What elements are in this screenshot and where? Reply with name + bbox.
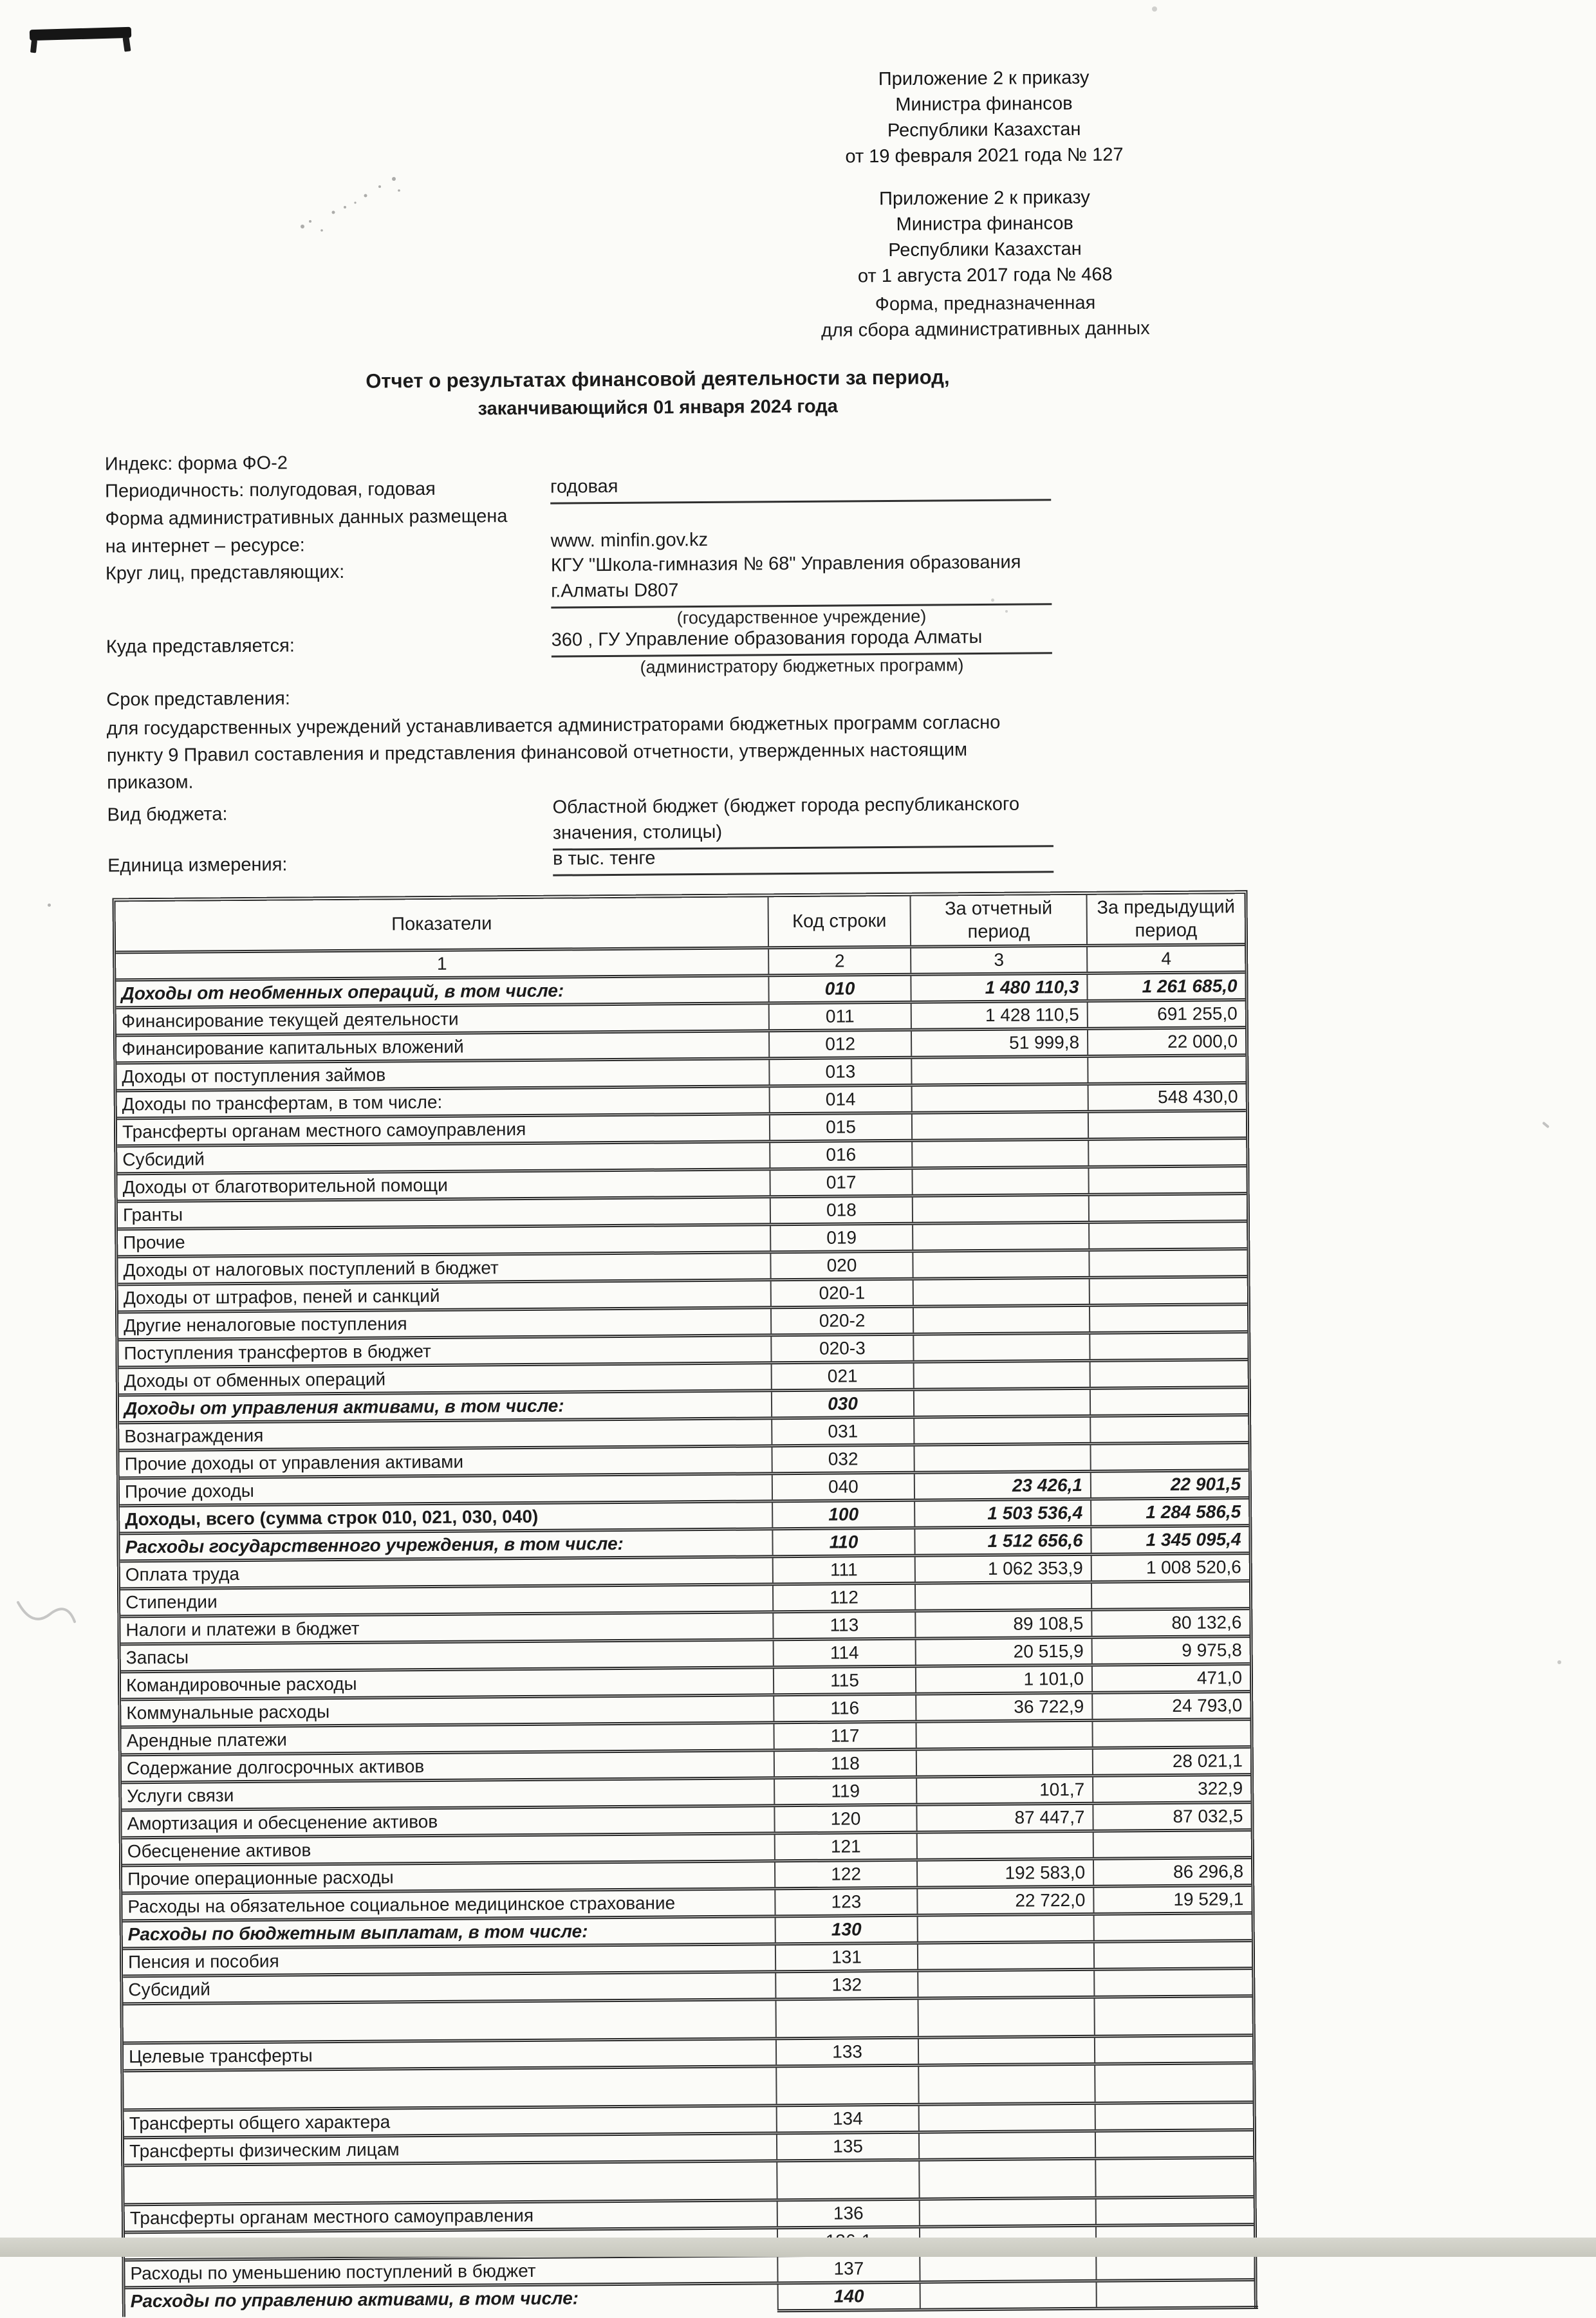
row-reporting-value: 101,7 (916, 1777, 1092, 1803)
row-indicator-label: Трансферты физическим лицам (129, 2139, 400, 2162)
row-line-code: 015 (769, 1115, 911, 1140)
row-indicator-label: Субсидий (122, 1149, 205, 1170)
row-line-code (776, 2162, 918, 2199)
row-indicator-label: Командировочные расходы (125, 1673, 357, 1696)
deadline-line: приказом. (107, 772, 194, 793)
row-indicator-label: Расходы по бюджетным выплатам, в том числе: (127, 1921, 588, 1945)
row-previous-value: 691 255,0 (1087, 1001, 1245, 1027)
row-reporting-value: 36 722,9 (915, 1694, 1091, 1720)
row-previous-value: 22 901,5 (1090, 1472, 1248, 1497)
row-previous-value: 80 132,6 (1091, 1610, 1249, 1636)
row-line-code: 110 (772, 1530, 914, 1555)
row-reporting-value (913, 1307, 1089, 1333)
row-previous-value (1090, 1416, 1248, 1442)
form-purpose-line: Форма, предназначенная (875, 292, 1096, 315)
row-line-code: 017 (769, 1170, 911, 1196)
row-previous-value (1087, 1057, 1245, 1082)
row-reporting-value (918, 2066, 1094, 2103)
row-line-code: 100 (772, 1502, 914, 1528)
row-line-code: 030 (771, 1391, 913, 1417)
row-indicator-label: Доходы, всего (сумма строк 010, 021, 030, 040) (125, 1506, 539, 1530)
row-reporting-value: 1 512 656,6 (914, 1528, 1090, 1554)
row-line-code: 132 (775, 1972, 917, 1998)
row-reporting-value (920, 2283, 1096, 2308)
row-indicator-label: Трансферты органам местного самоуправления (122, 1118, 526, 1142)
row-reporting-value (912, 1224, 1088, 1250)
row-indicator-label: Арендные платежи (126, 1729, 287, 1751)
periodicity-label: Периодичность: полугодовая, годовая (104, 478, 436, 502)
row-indicator-label: Услуги связи (127, 1785, 234, 1806)
appendix-line: от 1 августа 2017 года № 468 (857, 264, 1113, 287)
row-previous-value: 322,9 (1092, 1776, 1250, 1802)
row-line-code: 134 (776, 2106, 918, 2132)
appendix-line: Республики Казахстан (887, 118, 1081, 141)
row-indicator-label: Содержание долгосрочных активов (126, 1756, 425, 1779)
pencil-swirl-artifact (13, 1577, 84, 1641)
row-previous-value: 22 000,0 (1087, 1029, 1245, 1055)
row-indicator-label: Пенсия и пособия (127, 1951, 279, 1972)
row-previous-value (1094, 2037, 1252, 2063)
row-reporting-value (919, 2200, 1095, 2225)
row-indicator-label: Финансирование капитальных вложений (122, 1036, 464, 1059)
row-previous-value (1093, 1942, 1252, 1968)
header-indicators: Показатели (391, 913, 492, 935)
row-line-code: 020-3 (770, 1336, 913, 1362)
budget-type-value (552, 791, 1053, 850)
row-previous-value (1089, 1333, 1247, 1359)
row-indicator-label: Гранты (122, 1204, 183, 1225)
row-line-code: 114 (773, 1640, 915, 1666)
row-indicator-label: Оплата труда (125, 1564, 240, 1585)
row-previous-value: 1 284 586,5 (1090, 1499, 1248, 1525)
row-indicator-label: Прочие (123, 1232, 185, 1253)
row-reporting-value: 1 480 110,3 (910, 975, 1086, 1001)
row-previous-value: 86 296,8 (1093, 1859, 1251, 1885)
report-title: Отчет о результатах финансовой деятельности за период, (366, 366, 950, 393)
speck-artifact (48, 904, 51, 907)
row-indicator-label: Прочие доходы от управления активами (124, 1451, 464, 1474)
row-previous-value (1095, 2254, 1254, 2279)
row-line-code: 133 (775, 2039, 918, 2065)
row-previous-value (1089, 1278, 1247, 1304)
row-previous-value (1091, 1721, 1250, 1747)
row-line-code: 135 (776, 2134, 918, 2160)
row-indicator-label: Налоги и платежи в бюджет (125, 1618, 360, 1640)
budget-type-line1: Областной бюджет (бюджет города республиканского (552, 793, 1020, 818)
row-line-code: 111 (772, 1557, 914, 1583)
row-previous-value (1088, 1250, 1247, 1276)
providers-value (551, 549, 1052, 608)
row-line-code: 019 (770, 1225, 912, 1251)
row-indicator-label: Доходы по трансфертам, в том числе: (122, 1091, 443, 1115)
row-previous-value: 1 261 685,0 (1086, 974, 1245, 999)
row-line-code (775, 2067, 918, 2104)
row-reporting-value: 1 503 536,4 (914, 1501, 1090, 1526)
column-number: 2 (768, 949, 910, 974)
row-previous-value (1095, 2159, 1253, 2196)
row-previous-value (1094, 2064, 1252, 2102)
header-reporting-period: За отчетный период (910, 895, 1087, 945)
posted-label-line1: Форма административных данных размещена (105, 506, 508, 530)
column-number: 4 (1086, 946, 1245, 972)
financial-results-table (112, 890, 1257, 2317)
row-indicator-label: Доходы от штрафов, пеней и санкций (123, 1285, 440, 1308)
row-reporting-value (912, 1196, 1088, 1222)
row-line-code: 119 (774, 1779, 916, 1804)
row-reporting-value: 20 515,9 (915, 1639, 1091, 1665)
row-line-code: 112 (772, 1585, 914, 1611)
row-previous-value (1096, 2281, 1254, 2307)
row-indicator-label: Целевые трансферты (128, 2045, 313, 2067)
unit-label: Единица измерения: (107, 854, 288, 876)
row-line-code: 020-2 (770, 1308, 913, 1334)
row-reporting-value (913, 1279, 1089, 1305)
row-reporting-value (911, 1113, 1088, 1139)
row-reporting-value (911, 1058, 1087, 1084)
row-reporting-value: 1 428 110,5 (911, 1003, 1087, 1028)
row-line-code: 118 (774, 1751, 916, 1777)
row-line-code: 117 (773, 1723, 915, 1749)
pencil-speckles-artifact (283, 167, 425, 245)
row-reporting-value: 22 722,0 (916, 1888, 1093, 1914)
row-reporting-value (917, 1971, 1093, 1997)
row-indicator-label: Прочие операционные расходы (127, 1867, 394, 1889)
row-previous-value (1088, 1195, 1247, 1221)
row-previous-value (1088, 1167, 1246, 1193)
row-previous-value (1093, 1915, 1252, 1940)
providers-value-line1: КГУ "Школа-гимназия № 68" Управления образования (550, 552, 1021, 576)
submit-to-value: 360 , ГУ Управление образования города Алматы (552, 624, 1052, 657)
row-line-code: 113 (772, 1613, 914, 1638)
row-indicator-label: Запасы (125, 1647, 189, 1668)
row-previous-value (1090, 1444, 1248, 1470)
row-reporting-value (919, 2255, 1095, 2281)
row-indicator-label (124, 2162, 776, 2203)
row-indicator-label: Трансферты органам местного самоуправления (129, 2205, 534, 2229)
row-reporting-value (916, 1833, 1093, 1859)
row-reporting-value (911, 1086, 1088, 1111)
row-previous-value (1093, 1831, 1251, 1857)
row-reporting-value (913, 1335, 1089, 1360)
unit-value: в тыс. тенге (553, 842, 1053, 876)
row-previous-value (1088, 1112, 1246, 1138)
row-line-code (775, 2000, 917, 2037)
deadline-label: Срок представления: (106, 688, 291, 710)
row-reporting-value (917, 1999, 1093, 2036)
row-indicator-label: Доходы от необменных операций, в том числе: (121, 980, 564, 1004)
row-reporting-value (913, 1362, 1090, 1388)
row-reporting-value: 87 447,7 (916, 1805, 1092, 1831)
appendix-line: Приложение 2 к приказу (878, 187, 1090, 210)
table-body (116, 974, 1254, 2313)
appendix-line: Министра финансов (896, 212, 1073, 235)
posted-label-line2: на интернет – ресурсе: (105, 535, 305, 557)
row-previous-value: 28 021,1 (1092, 1748, 1250, 1774)
row-reporting-value (915, 1722, 1091, 1748)
row-indicator-label: Расходы на обязательное социальное медицинское страхование (127, 1893, 676, 1917)
row-reporting-value (918, 2133, 1095, 2158)
row-previous-value (1095, 2198, 1254, 2224)
row-line-code: 122 (774, 1862, 916, 1887)
row-indicator-label: Финансирование текущей деятельности (121, 1008, 459, 1032)
row-indicator-label: Доходы от обменных операций (124, 1369, 386, 1391)
row-line-code: 130 (775, 1917, 917, 1943)
speck-artifact (1152, 6, 1157, 12)
budget-type-label: Вид бюджета: (107, 804, 228, 826)
row-line-code: 020-1 (770, 1281, 913, 1306)
row-line-code: 011 (768, 1004, 911, 1030)
periodicity-value: годовая (550, 470, 1051, 504)
row-reporting-value (918, 2160, 1095, 2198)
row-previous-value (1088, 1140, 1246, 1165)
row-reporting-value: 1 062 353,9 (914, 1556, 1091, 1582)
speck-artifact (1557, 1660, 1561, 1664)
header-line-code: Код строки (768, 896, 911, 947)
appendix-line: Министра финансов (895, 93, 1073, 115)
row-indicator-label: Трансферты общего характера (129, 2111, 391, 2134)
row-line-code: 131 (775, 1945, 917, 1970)
row-previous-value (1089, 1306, 1247, 1331)
row-reporting-value: 192 583,0 (916, 1860, 1093, 1886)
row-previous-value: 19 529,1 (1093, 1887, 1251, 1913)
providers-label: Круг лиц, представляющих: (105, 561, 345, 584)
row-reporting-value (917, 1943, 1093, 1969)
index-label: Индекс: форма ФО-2 (104, 452, 288, 475)
row-previous-value (1095, 2104, 1253, 2129)
row-indicator-label (124, 2001, 775, 2041)
row-reporting-value (914, 1584, 1091, 1609)
row-previous-value (1090, 1361, 1248, 1387)
row-reporting-value (911, 1141, 1088, 1167)
row-reporting-value (917, 1916, 1093, 1942)
row-previous-value (1093, 1970, 1252, 1996)
row-previous-value (1088, 1223, 1247, 1248)
row-line-code: 013 (768, 1059, 911, 1085)
speck-artifact (1005, 610, 1008, 613)
row-indicator-label: Доходы от поступления займов (122, 1064, 386, 1087)
row-line-code: 021 (771, 1364, 913, 1389)
row-line-code: 014 (769, 1087, 911, 1113)
row-indicator-label: Другие неналоговые поступления (124, 1313, 407, 1336)
row-indicator-label: Доходы от налоговых поступлений в бюджет (123, 1257, 499, 1281)
submit-to-label: Куда представляется: (106, 635, 295, 658)
row-previous-value: 9 975,8 (1091, 1638, 1250, 1664)
row-previous-value: 1 345 095,4 (1090, 1527, 1248, 1553)
row-indicator-label: Обесценение активов (127, 1840, 311, 1862)
row-line-code: 116 (773, 1696, 915, 1721)
speck-artifact (991, 598, 994, 602)
row-indicator-label: Субсидий (128, 1979, 210, 2000)
row-reporting-value (916, 1750, 1092, 1776)
table-header-row (116, 894, 1245, 954)
form-purpose-line: для сбора административных данных (821, 318, 1150, 341)
providers-caption: (государственное учреждение) (676, 606, 927, 628)
row-indicator-label: Доходы от управления активами, в том числе: (124, 1395, 564, 1419)
row-line-code: 012 (768, 1032, 911, 1057)
row-reporting-value (918, 2038, 1094, 2064)
row-reporting-value (913, 1390, 1090, 1416)
row-previous-value: 471,0 (1091, 1665, 1250, 1691)
posted-value: www. minfin.gov.kz (550, 529, 709, 552)
row-reporting-value (911, 1169, 1088, 1194)
row-reporting-value: 89 108,5 (914, 1611, 1091, 1637)
row-previous-value: 24 793,0 (1091, 1693, 1250, 1719)
row-reporting-value: 1 101,0 (915, 1667, 1091, 1692)
row-line-code: 140 (777, 2284, 920, 2310)
budget-type-line2: значения, столицы) (552, 821, 723, 844)
row-previous-value: 87 032,5 (1092, 1804, 1250, 1830)
report-subtitle: заканчивающийся 01 января 2024 года (478, 396, 838, 420)
appendix-line: от 19 февраля 2021 года № 127 (845, 144, 1124, 167)
deadline-line: для государственных учреждений устанавливается администраторами бюджетных программ согласно (106, 712, 1001, 739)
row-previous-value (1093, 1998, 1252, 2035)
row-indicator-label: Расходы по уменьшению поступлений в бюджет (130, 2260, 536, 2284)
row-reporting-value (913, 1445, 1090, 1471)
row-reporting-value (913, 1418, 1090, 1443)
row-line-code: 016 (769, 1142, 911, 1168)
row-line-code: 040 (772, 1474, 914, 1500)
row-line-code: 121 (774, 1834, 916, 1860)
row-indicator-label: Амортизация и обесценение активов (127, 1811, 438, 1834)
row-line-code: 123 (774, 1889, 916, 1915)
column-number: 3 (910, 947, 1086, 973)
row-reporting-value (912, 1252, 1088, 1277)
row-line-code: 010 (768, 976, 910, 1002)
appendix-line: Приложение 2 к приказу (878, 67, 1090, 90)
row-indicator-label: Расходы по управлению активами, в том числе: (130, 2288, 579, 2312)
providers-value-line2: г.Алматы D807 (551, 580, 679, 602)
appendix-order-2017 (785, 184, 1185, 290)
deadline-line: пункту 9 Правил составления и представления финансовой отчетности, утвержденных настоящим (106, 739, 968, 766)
row-line-code: 031 (771, 1419, 913, 1445)
row-indicator-label (124, 2068, 775, 2108)
row-previous-value (1091, 1582, 1249, 1608)
row-indicator-label: Вознаграждения (124, 1425, 264, 1447)
row-indicator-label: Стипендии (125, 1591, 218, 1613)
row-reporting-value: 23 426,1 (914, 1473, 1090, 1499)
row-previous-value: 548 430,0 (1088, 1084, 1246, 1110)
row-indicator-label: Доходы от благотворительной помощи (122, 1174, 448, 1198)
row-line-code: 120 (774, 1806, 916, 1832)
row-previous-value (1095, 2131, 1253, 2157)
row-line-code: 136 (777, 2201, 919, 2227)
row-indicator-label: Расходы государственного учреждения, в том числе: (125, 1533, 624, 1557)
header-previous-period: За предыдущий период (1086, 894, 1245, 944)
row-indicator-label: Прочие доходы (124, 1480, 254, 1502)
row-line-code: 032 (771, 1447, 913, 1472)
submit-to-caption: (администратору бюджетных программ) (640, 655, 964, 677)
form-purpose-note (734, 289, 1237, 344)
row-line-code: 018 (770, 1198, 912, 1223)
appendix-line: Республики Казахстан (888, 238, 1082, 261)
row-reporting-value: 51 999,8 (911, 1030, 1087, 1056)
appendix-order-2021 (784, 64, 1184, 170)
row-line-code: 137 (777, 2256, 919, 2282)
row-line-code: 020 (770, 1253, 912, 1279)
column-number: 1 (436, 953, 447, 974)
row-previous-value: 1 008 520,6 (1091, 1555, 1249, 1581)
row-indicator-label: Поступления трансфертов в бюджет (124, 1340, 431, 1364)
row-previous-value (1090, 1389, 1248, 1414)
row-indicator-label: Коммунальные расходы (126, 1701, 330, 1723)
deadline-paragraph (107, 709, 1111, 797)
row-reporting-value (918, 2105, 1095, 2131)
row-line-code: 115 (773, 1668, 915, 1694)
scan-edge-band (0, 2238, 1596, 2257)
